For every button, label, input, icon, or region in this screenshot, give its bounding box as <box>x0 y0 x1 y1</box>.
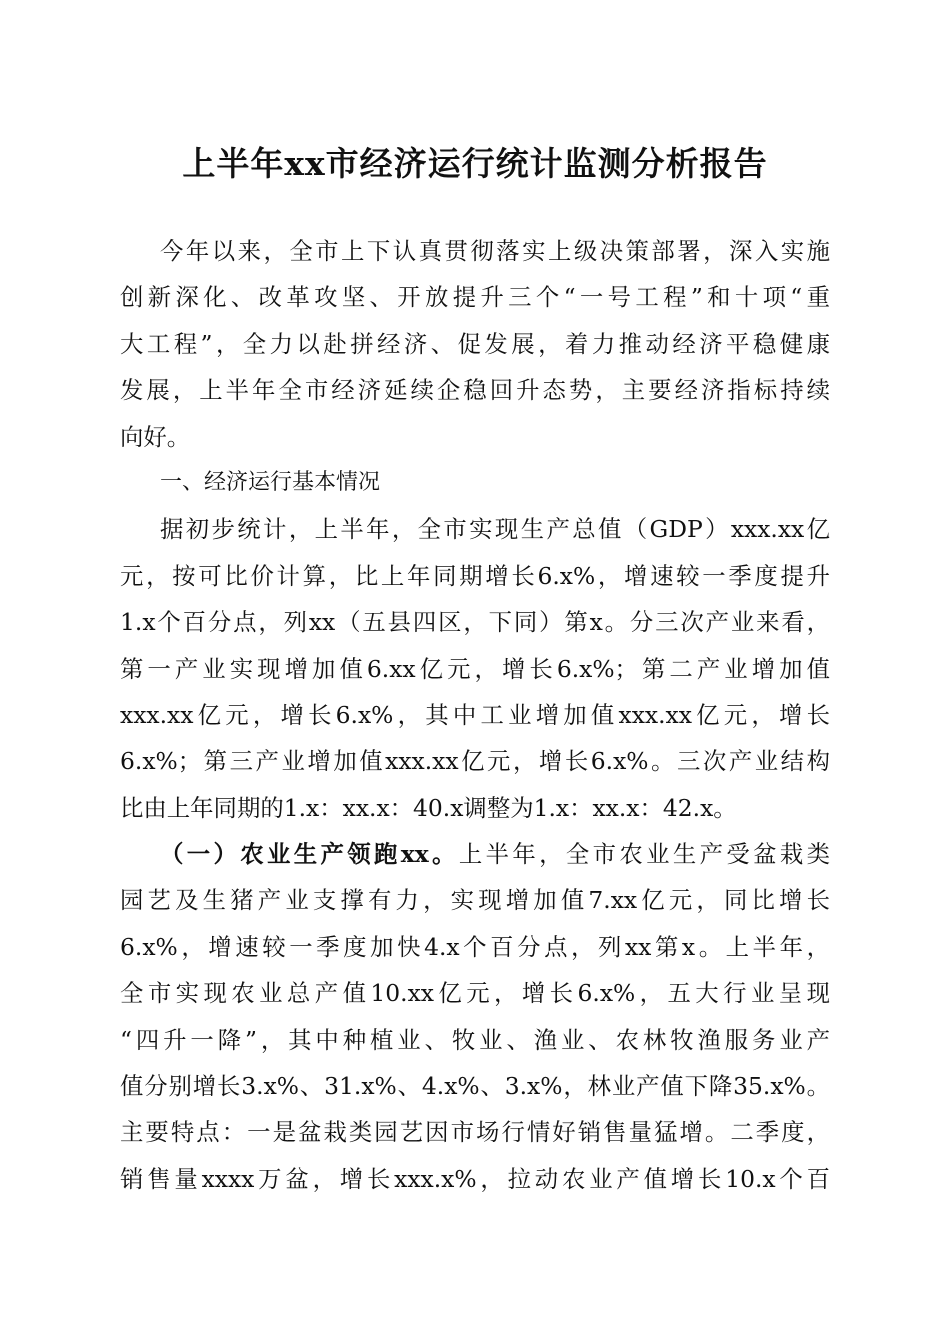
paragraph-line: 比由上年同期的1.x：xx.x：40.x调整为1.x：xx.x：42.x。 <box>120 793 737 822</box>
paragraph-line: 6.x%；第三产业增加值xxx.xx亿元，增长6.x%。三次产业结构 <box>120 747 830 776</box>
paragraph-line: “四升一降”，其中种植业、牧业、渔业、农林牧渔服务业产 <box>120 1025 830 1054</box>
paragraph-line: 值分别增长3.x%、31.x%、4.x%、3.x%，林业产值下降35.x%。 <box>120 1072 830 1101</box>
paragraph-line: 今年以来，全市上下认真贯彻落实上级决策部署，深入实施 <box>160 237 830 265</box>
paragraph-line: xxx.xx亿元，增长6.x%，其中工业增加值xxx.xx亿元，增长 <box>120 700 830 729</box>
paragraph-line: 元，按可比价计算，比上年同期增长6.x%，增速较一季度提升 <box>120 561 830 590</box>
paragraph-line: 第一产业实现增加值6.xx亿元，增长6.x%；第二产业增加值 <box>120 654 830 683</box>
paragraph-line: 主要特点：一是盆栽类园艺因市场行情好销售量猛增。二季度， <box>120 1118 830 1147</box>
paragraph-text: 上半年，全市农业生产受盆栽类 <box>458 840 831 869</box>
paragraph-line: 全市实现农业总产值10.xx亿元，增长6.x%，五大行业呈现 <box>120 979 830 1008</box>
paragraph-line: 据初步统计，上半年，全市实现生产总值（GDP）xxx.xx亿 <box>160 515 830 544</box>
paragraph-line: 1.x个百分点，列xx（五县四区，下同）第x。分三次产业来看， <box>120 608 830 637</box>
paragraph-line: 园艺及生猪产业支撑有力，实现增加值7.xx亿元，同比增长 <box>120 886 830 915</box>
paragraph-line: 大工程”，全力以赴拼经济、促发展，着力推动经济平稳健康 <box>120 329 830 358</box>
document-title: 上半年xx市经济运行统计监测分析报告 <box>182 144 768 183</box>
document-body <box>120 228 830 1202</box>
paragraph-line: 向好。 <box>120 422 191 451</box>
paragraph-line: 创新深化、改革攻坚、开放提升三个“一号工程”和十项“重 <box>120 283 830 312</box>
subsection-first-line <box>120 831 830 877</box>
paragraph-line: 发展，上半年全市经济延续企稳回升态势，主要经济指标持续 <box>120 376 830 405</box>
section-heading: 一、经济运行基本情况 <box>160 469 381 495</box>
paragraph-line: 6.x%，增速较一季度加快4.x个百分点，列xx第x。上半年， <box>120 932 830 961</box>
paragraph-line: 销售量xxxx万盆，增长xxx.x%，拉动农业产值增长10.x个百 <box>120 1164 830 1193</box>
subsection-heading: （一）农业生产领跑xx。 <box>160 840 459 869</box>
